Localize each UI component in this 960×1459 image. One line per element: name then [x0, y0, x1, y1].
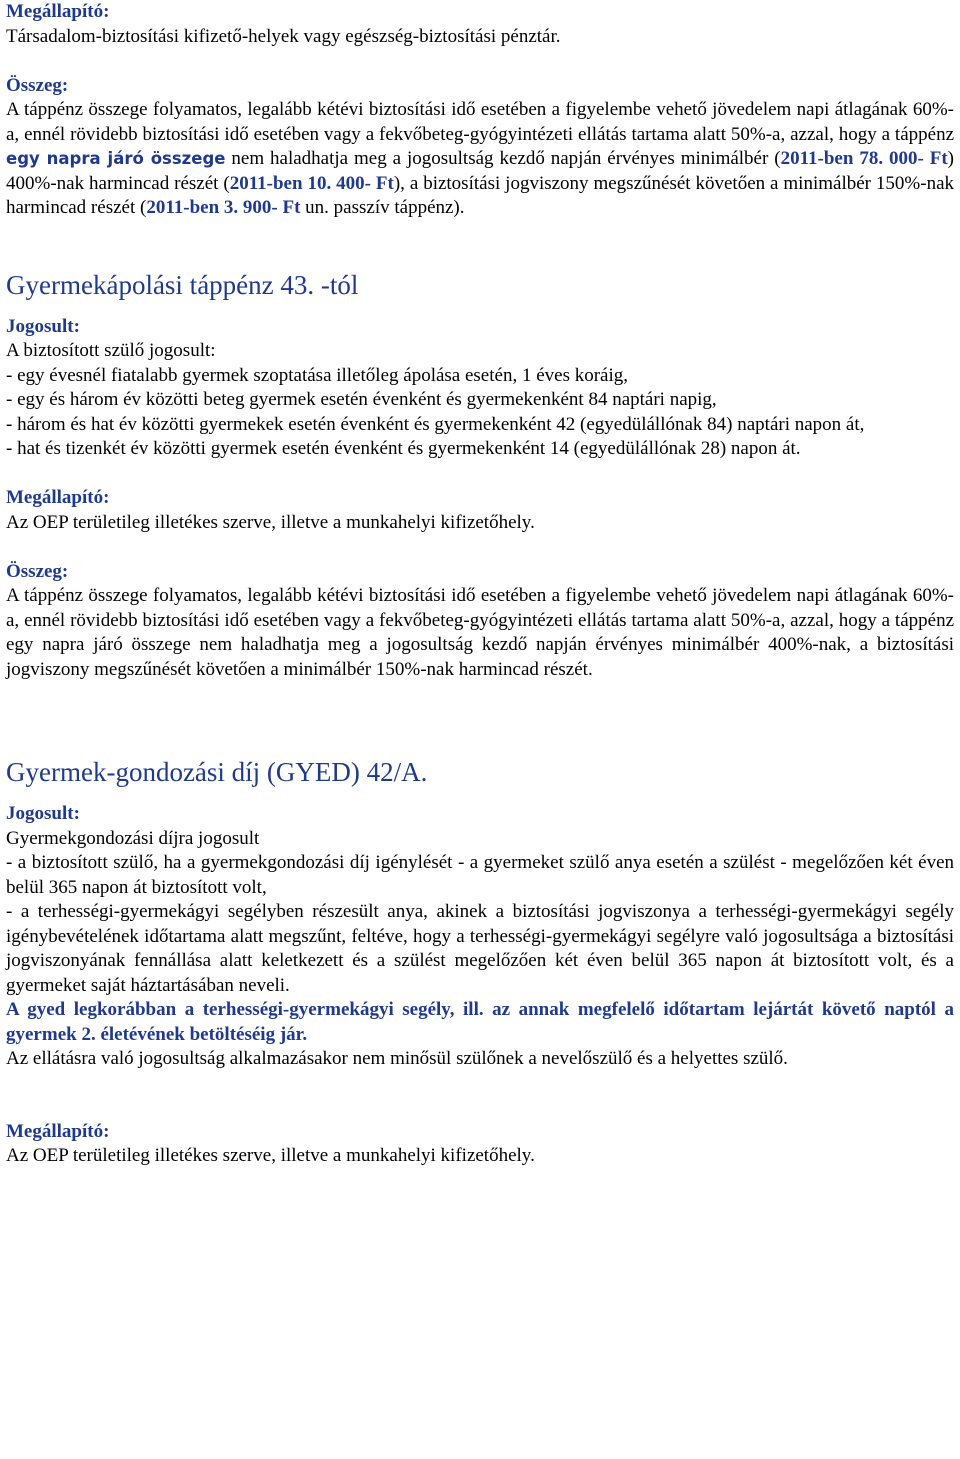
section-heading-gyed: Gyermek-gondozási díj (GYED) 42/A. [6, 757, 428, 787]
osszeg-label: Összeg: [6, 560, 69, 582]
list-item: - egy évesnél fiatalabb gyermek szoptatása illetőleg ápolása esetén, 1 éves koráig, [6, 364, 628, 386]
list-item: - egy és három év közötti beteg gyermek esetén évenként és gyermekenként 84 naptári napig, [6, 389, 717, 410]
list-item: - a terhességi-gyermekágyi segélyben részesült anya, akinek a biztosítási jogviszonya a terhességi-gyermekágyi segély igénybevételének időtartama alatt megszűnt, feltéve, hogy a terhességi-gyermekágyi segélyre való jogosultsága a biztosítási jogviszonyának fennállása alatt keletkezett és a szülést megelőzően két éven belül 365 napon át biztosított volt, és a gyermeket saját háztartásában neveli. [6, 901, 954, 996]
jogosult-intro: Gyermekgondozási díjra jogosult [6, 827, 260, 849]
list-item: - három és hat év közötti gyermekek esetén évenként és gyermekenként 42 (egyedülállónak 84) naptári napon át, [6, 413, 865, 435]
section-heading-gyermekapolasi: Gyermekápolási táppénz 43. -tól [6, 269, 359, 300]
osszeg-label: Összeg: [6, 74, 69, 96]
note: Az ellátásra való jogosultság alkalmazásakor nem minősül szülőnek a nevelőszülő és a helyettes szülő. [6, 1048, 788, 1069]
megallapito-label: Megállapító: [6, 487, 110, 508]
megallapito-text: Társadalom-biztosítási kifizető-helyek vagy egészség-biztosítási pénztár. [6, 25, 561, 47]
osszeg-paragraph: A táppénz összege folyamatos, legalább kétévi biztosítási idő esetében a figyelembe vehető jövedelem napi átlagának 60%-a, ennél rövidebb biztosítási idő esetében vagy a fekvőbeteg-gyógyintézeti ellátás tartama alatt 50%-a, azzal, hogy a táppénz egy napra járó összege nem haladhatja meg a jogosultság kezdő napján érvényes minimálbér 400%-nak, a biztosítási jogviszony megszűnését követően a minimálbér 150%-nak harmincad részét. [6, 585, 954, 680]
bold-note: A gyed legkorábban a terhességi-gyermekágyi segély, ill. az annak megfelelő időtartam lejártát követő naptól a gyermek 2. életévének betöltéséig jár. [6, 999, 954, 1045]
osszeg-paragraph: A táppénz összege folyamatos, legalább kétévi biztosítási idő esetében a figyelembe vehető jövedelem napi átlagának 60%-a, ennél rövidebb biztosítási idő esetében vagy a fekvőbeteg-gyógyintézeti ellátás tartama alatt 50%-a, azzal, hogy a táppénz egy napra járó összege nem haladhatja meg a jogosultság kezdő napján érvényes minimálbér (2011-ben 78. 000- Ft) 400%-nak harmincad részét (2011-ben 10. 400- Ft), a biztosítási jogviszony megszűnését követően a minimálbér 150%-nak harmincad részét (2011-ben 3. 900- Ft un. passzív táppénz). [6, 99, 955, 218]
megallapito-text: Az OEP területileg illetékes szerve, illetve a munkahelyi kifizetőhely. [6, 1145, 535, 1166]
jogosult-intro: A biztosított szülő jogosult: [6, 340, 216, 361]
megallapito-label: Megállapító: [6, 1120, 110, 1142]
megallapito-label: Megállapító: [6, 1, 110, 22]
list-item: - hat és tizenkét év közötti gyermek esetén évenként és gyermekenként 14 (egyedülállónak 28) napon át. [6, 438, 801, 459]
megallapito-text: Az OEP területileg illetékes szerve, illetve a munkahelyi kifizetőhely. [6, 511, 535, 533]
list-item: - a biztosított szülő, ha a gyermekgondozási díj igénylését - a gyermeket szülő anya esetén a szülést - megelőzően két éven belül 365 napon át biztosított volt, [6, 852, 954, 898]
jogosult-label: Jogosult: [6, 315, 80, 337]
jogosult-label: Jogosult: [6, 803, 80, 824]
